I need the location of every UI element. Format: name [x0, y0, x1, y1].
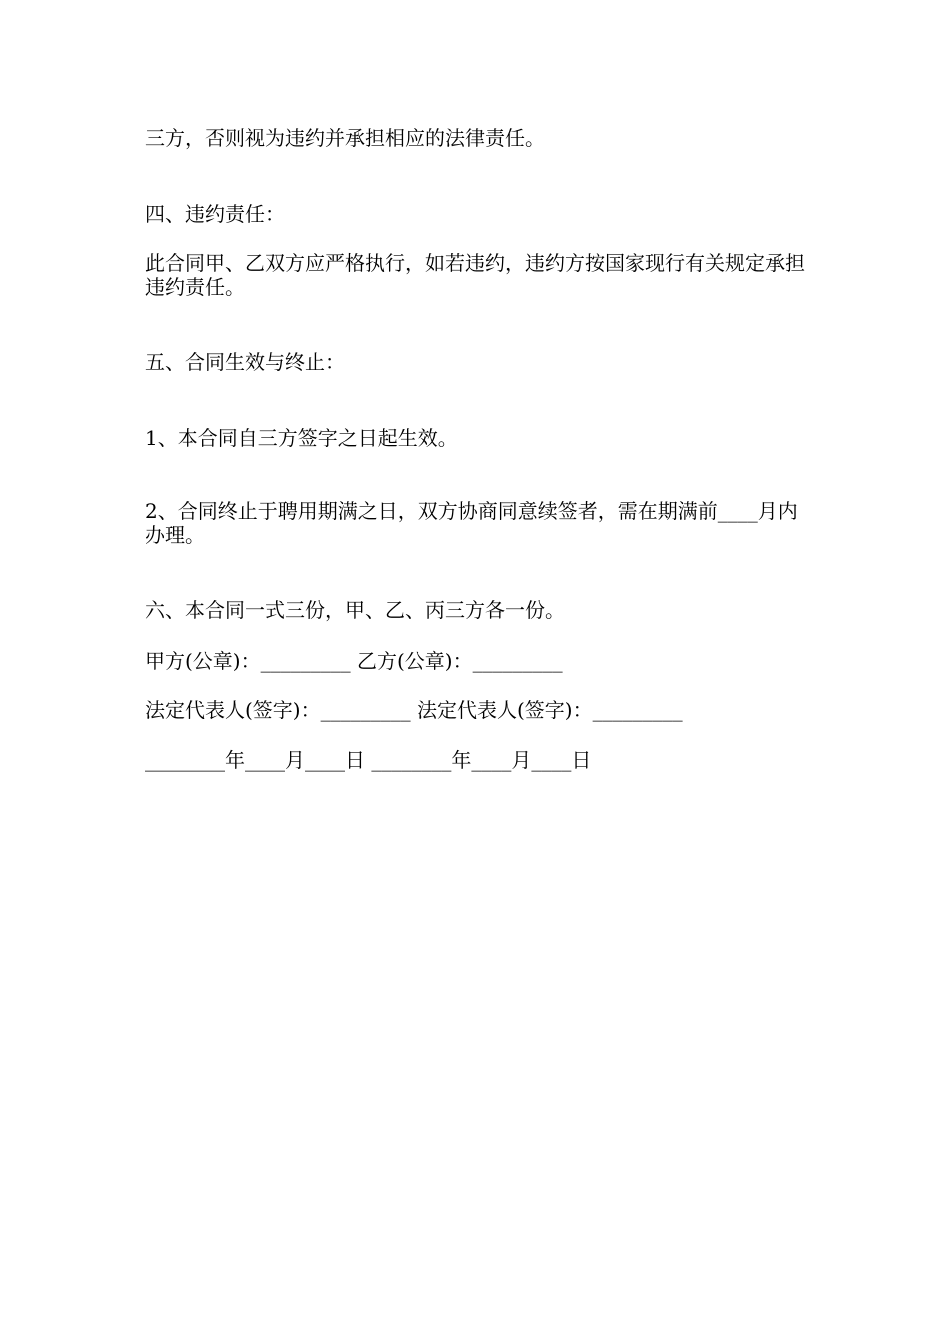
section-heading-effect-termination: 五、合同生效与终止：: [145, 350, 345, 374]
clause-effective-date: 1、本合同自三方签字之日起生效。: [145, 426, 458, 450]
paragraph-breach-clause: 此合同甲、乙双方应严格执行，如若违约，违约方按国家现行有关规定承担违约责任。: [145, 251, 805, 299]
clause-termination-renewal: 2、合同终止于聘用期满之日，双方协商同意续签者，需在期满前____月内办理。: [145, 499, 798, 547]
paragraph-liability-continuation: 三方，否则视为违约并承担相应的法律责任。: [145, 126, 545, 150]
signature-representative-line: 法定代表人(签字)：_________ 法定代表人(签字)：_________: [145, 698, 683, 722]
section-heading-breach: 四、违约责任：: [145, 202, 285, 226]
signature-seal-line: 甲方(公章)：_________ 乙方(公章)：_________: [145, 649, 563, 673]
signature-date-line: ________年____月____日 ________年____月____日: [145, 748, 592, 772]
clause-copies: 六、本合同一式三份，甲、乙、丙三方各一份。: [145, 598, 565, 622]
